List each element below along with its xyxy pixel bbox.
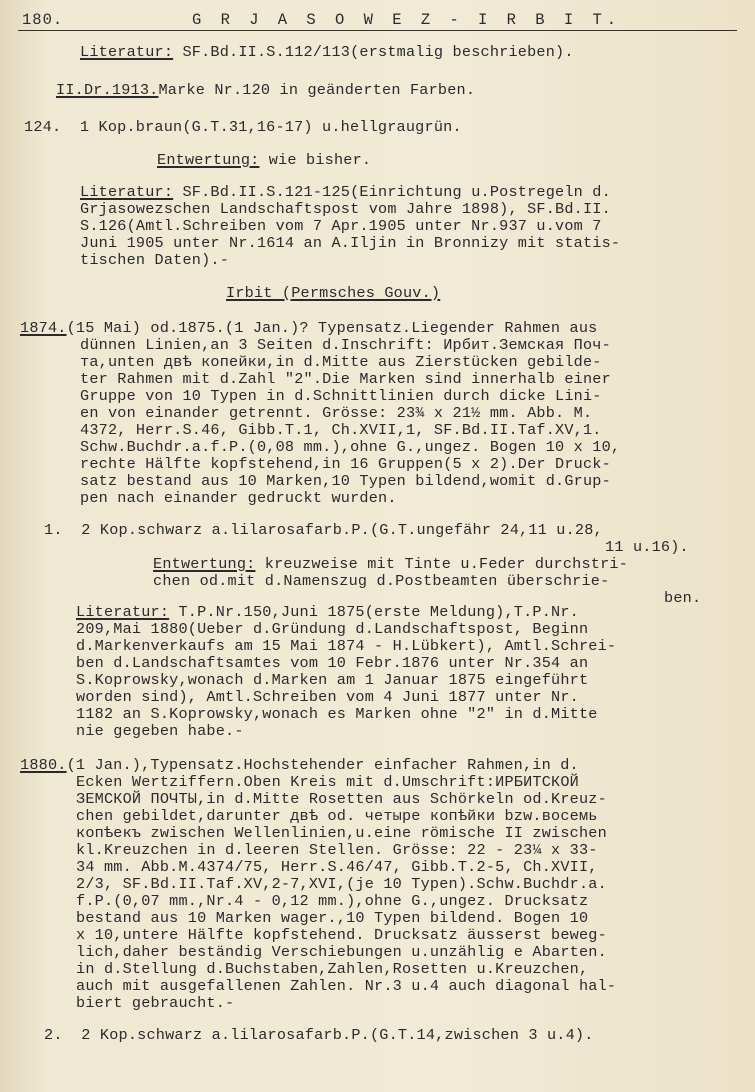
text-line: Literatur: T.P.Nr.150,Juni 1875(erste Meldung),T.P.Nr.	[76, 603, 579, 621]
text-line: ЗЕМСКОЙ ПОЧТЫ,in d.Mitte Rosetten aus Schörkeln od.Kreuz-	[76, 790, 607, 808]
text-line: lich,daher beständig Verschiebungen u.unzählig e Abarten.	[76, 943, 607, 961]
text-line: bestand aus 10 Marken wager.,10 Typen bildend. Bogen 10	[76, 909, 589, 927]
text-line: Schw.Buchdr.a.f.P.(0,08 mm.),ohne G.,ungez. Bogen 10 x 10,	[80, 438, 621, 456]
text-line: 1182 an S.Koprowsky,wonach es Marken ohne "2" in d.Mitte	[76, 705, 598, 723]
text-line: biert gebraucht.-	[76, 994, 235, 1012]
text-line: en von einander getrennt. Grösse: 23¾ x 21½ mm. Abb. M.	[80, 404, 593, 422]
text-line: in d.Stellung d.Buchstaben,Zahlen,Rosetten u.Kreuzchen,	[76, 960, 589, 978]
page-number: 180.	[22, 11, 64, 29]
text-line: satz bestand aus 10 Marken,10 Typen bildend,womit d.Grup-	[80, 472, 611, 490]
text-line: ben.	[664, 589, 702, 607]
text-line: 4372, Herr.S.46, Gibb.T.1, Ch.XVII,1, SF.Bd.II.Taf.XV,1.	[80, 421, 602, 439]
text-line: 1874.(15 Mai) od.1875.(1 Jan.)? Typensatz.Liegender Rahmen aus	[20, 319, 598, 337]
text-line: Entwertung: wie bisher.	[157, 151, 372, 169]
text-line: 124. 1 Kop.braun(G.T.31,16-17) u.hellgraugrün.	[24, 118, 462, 136]
text-line: nie gegeben habe.-	[76, 722, 244, 740]
text-line: Juni 1905 unter Nr.1614 an A.Iljin in Bronnizy mit statis-	[80, 234, 621, 252]
text-line: chen od.mit d.Namenszug d.Postbeamten überschrie-	[153, 572, 610, 590]
text-line: Ecken Wertziffern.Oben Kreis mit d.Umschrift:ИРБИТСКОЙ	[76, 773, 579, 791]
text-line: d.Markenverkaufs am 15 Mai 1874 - H.Lübkert), Amtl.Schrei-	[76, 637, 617, 655]
text-line: II.Dr.1913.Marke Nr.120 in geänderten Farben.	[56, 81, 476, 99]
text-line: 11 u.16).	[605, 538, 689, 556]
text-line: копѣекъ zwischen Wellenlinien,u.eine römische II zwischen	[76, 824, 607, 842]
page-title: G R J A S O W E Z - I R B I T.	[192, 11, 622, 29]
text-line: 2/3, SF.Bd.II.Taf.XV,2-7,XVI,(je 10 Typen).Schw.Buchdr.a.	[76, 875, 607, 893]
text-line: 1880.(1 Jan.),Typensatz.Hochstehender einfacher Rahmen,in d.	[20, 756, 579, 774]
text-line: pen nach einander gedruckt wurden.	[80, 489, 397, 507]
text-line: worden sind), Amtl.Schreiben vom 4 Juni 1877 unter Nr.	[76, 688, 579, 706]
text-line: 1. 2 Kop.schwarz a.lilarosafarb.P.(G.T.ungefähr 24,11 u.28,	[44, 521, 603, 539]
text-line: 34 mm. Abb.M.4374/75, Herr.S.46/47, Gibb.T.2-5, Ch.XVII,	[76, 858, 598, 876]
text-line: Entwertung: kreuzweise mit Tinte u.Feder durchstri-	[153, 555, 629, 573]
header-rule	[18, 30, 737, 31]
text-line: chen gebildet,darunter двѣ od. четыре копѣйки bzw.восемь	[76, 807, 598, 825]
text-line: f.P.(0,07 mm.,Nr.4 - 0,12 mm.),ohne G.,ungez. Drucksatz	[76, 892, 589, 910]
text-line: Grjasowezschen Landschaftspost vom Jahre 1898), SF.Bd.II.	[80, 200, 611, 218]
text-line: 2. 2 Kop.schwarz a.lilarosafarb.P.(G.T.14,zwischen 3 u.4).	[44, 1026, 594, 1044]
text-line: Literatur: SF.Bd.II.S.112/113(erstmalig beschrieben).	[80, 43, 574, 61]
text-line: Literatur: SF.Bd.II.S.121-125(Einrichtung u.Postregeln d.	[80, 183, 611, 201]
text-line: ben d.Landschaftsamtes vom 10 Febr.1876 unter Nr.354 an	[76, 654, 589, 672]
text-line: ter Rahmen mit d.Zahl "2".Die Marken sind innerhalb einer	[80, 370, 611, 388]
text-line: x 10,untere Hälfte kopfstehend. Drucksatz äusserst beweg-	[76, 926, 607, 944]
text-line: auch mit ausgefallenen Zahlen. Nr.3 u.4 auch diagonal hal-	[76, 977, 617, 995]
text-line: та,unten двѣ копейки,in d.Mitte aus Zierstücken gebilde-	[80, 353, 602, 371]
text-line: 209,Mai 1880(Ueber d.Gründung d.Landschaftspost, Beginn	[76, 620, 589, 638]
text-line: kl.Kreuzchen in d.leeren Stellen. Grösse: 22 - 23¼ x 33-	[76, 841, 598, 859]
text-line: tischen Daten).-	[80, 251, 230, 269]
text-line: S.Koprowsky,wonach d.Marken am 1 Januar 1875 eingeführt	[76, 671, 589, 689]
text-line: Gruppe von 10 Typen in d.Schnittlinien durch dicke Lini-	[80, 387, 602, 405]
text-line: rechte Hälfte kopfstehend,in 16 Gruppen(5 x 2).Der Druck-	[80, 455, 611, 473]
text-line: S.126(Amtl.Schreiben vom 7 Apr.1905 unter Nr.937 u.vom 7	[80, 217, 602, 235]
text-line: Irbit (Permsches Gouv.)	[226, 284, 441, 302]
text-line: dünnen Linien,an 3 Seiten d.Inschrift: Ирбит.Земская Поч-	[80, 336, 611, 354]
